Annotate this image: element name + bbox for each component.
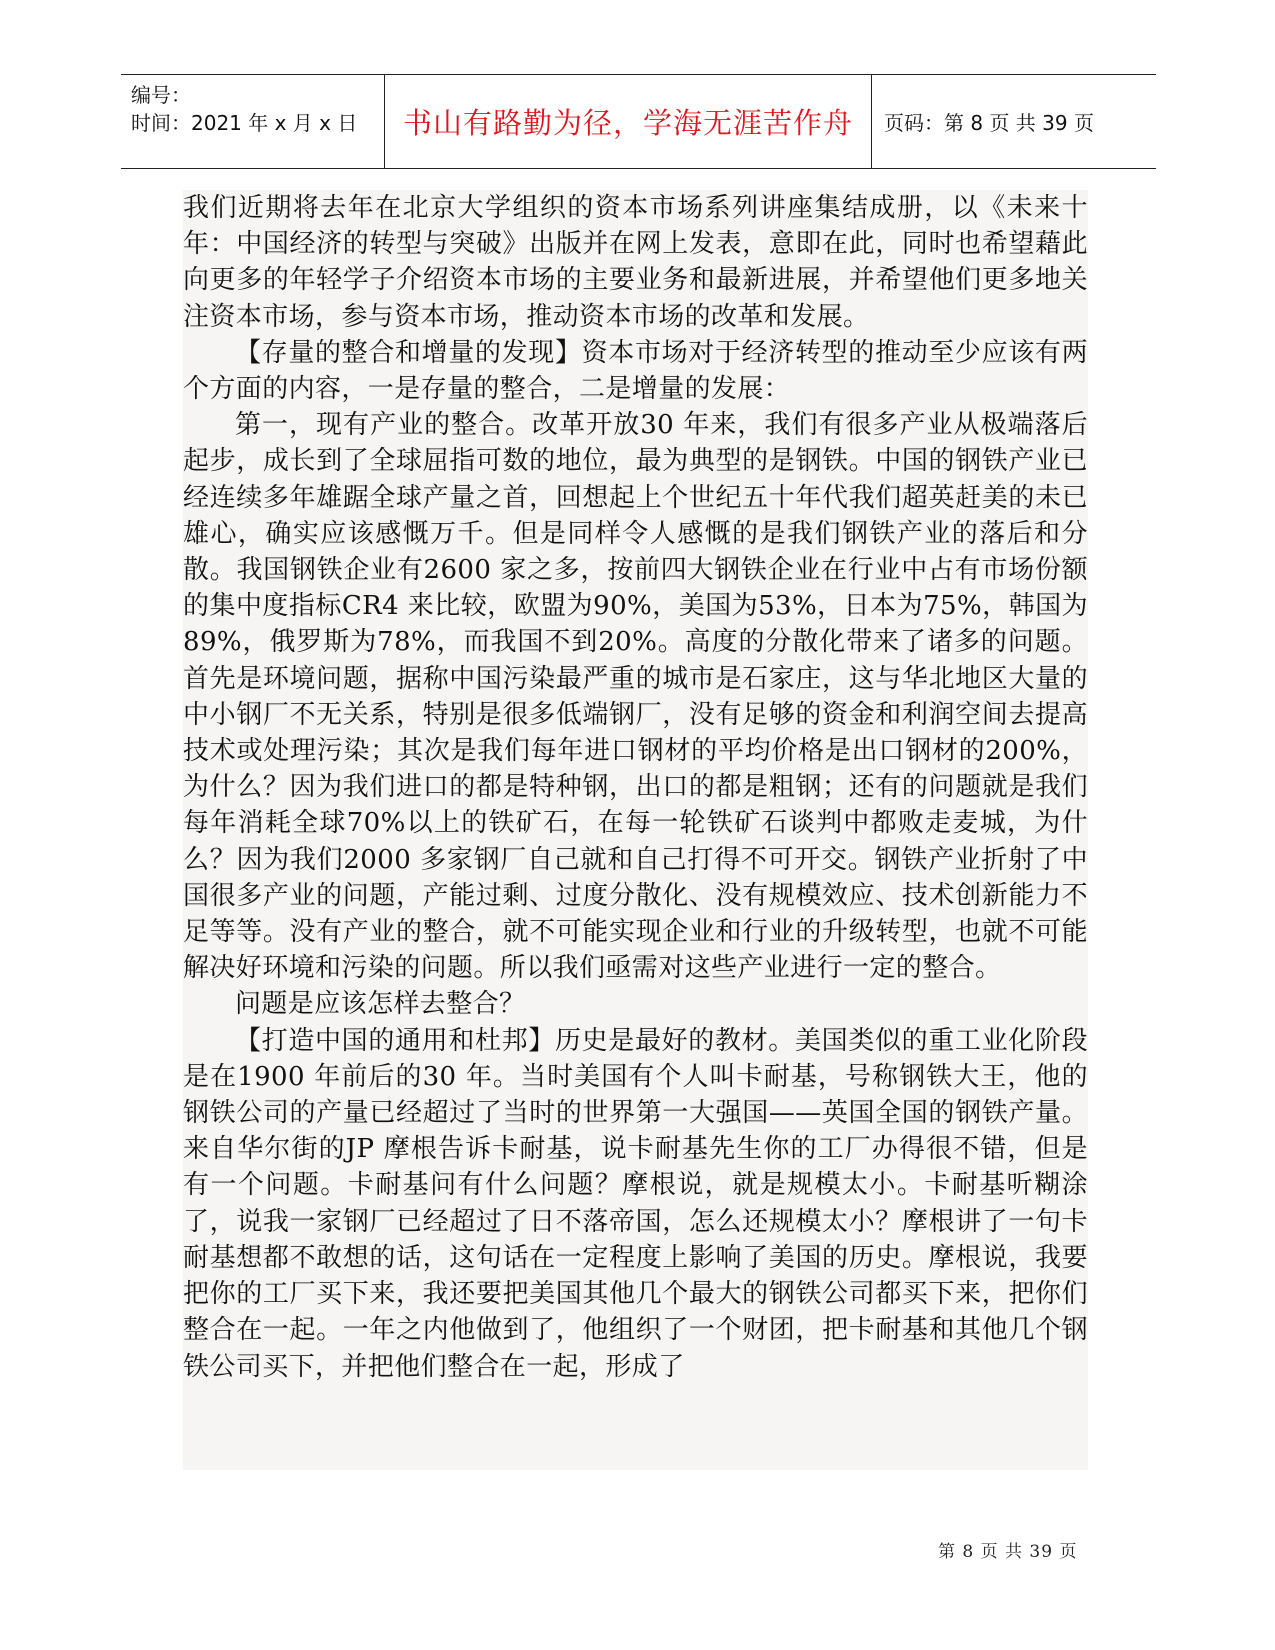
paragraph-industry-consolidation: 第一，现有产业的整合。改革开放30 年来，我们有很多产业从极端落后起步，成长到了全球屈指可数的地位，最为典型的是钢铁。中国的钢铁产业已经连续多年雄踞全球产量之首，回想起上个世纪五十年代我们超英赶美的未已雄心，确实应该感慨万千。但是同样令人感慨的是我们钢铁产业的落后和分散。我国钢铁企业有2600 家之多，按前四大钢铁企业在行业中占有市场份额的集中度指标CR4 来比较，欧盟为90%，美国为53%，日本为75%，韩国为89%，俄罗斯为78%，而我国不到20%。高度的分散化带来了诸多的问题。首先是环境问题，据称中国污染最严重的城市是石家庄，这与华北地区大量的中小钢厂不无关系，特别是很多低端钢厂，没有足够的资金和利润空间去提高技术或处理污染；其次是我们每年进口钢材的平均价格是出口钢材的200%，为什么？因为我们进口的都是特种钢，出口的都是粗钢；还有的问题就是我们每年消耗全球70%以上的铁矿石，在每一轮铁矿石谈判中都败走麦城，为什么？因为我们2000 多家钢厂自己就和自己打得不可开交。钢铁产业折射了中国很多产业的问题，产能过剩、过度分散化、没有规模效应、技术创新能力不足等等。没有产业的整合，就不可能实现企业和行业的升级转型，也就不可能解决好环境和污染的问题。所以我们亟需对这些产业进行一定的整合。	[183, 410, 1088, 984]
document-number: 编号：	[131, 83, 191, 107]
header-page-cell	[872, 75, 1156, 168]
document-body	[183, 190, 1088, 1470]
page-header	[121, 74, 1156, 169]
header-motto: 书山有路勤为径，学海无涯苦作舟	[402, 106, 853, 140]
document-time: 时间：2021 年 x 月 x 日	[131, 111, 358, 135]
paragraph-stock-integration: 【存量的整合和增量的发现】资本市场对于经济转型的推动至少应该有两个方面的内容，一是存量的整合，二是增量的发展：	[183, 337, 1088, 405]
paragraph-intro: 我们近期将去年在北京大学组织的资本市场系列讲座集结成册，以《未来十年：中国经济的转型与突破》出版并在网上发表，意即在此，同时也希望藉此向更多的年轻学子介绍资本市场的主要业务和最新进展，并希望他们更多地关注资本市场，参与资本市场，推动资本市场的改革和发展。	[183, 193, 1088, 332]
page-footer: 第 8 页 共 39 页	[938, 1542, 1078, 1562]
paragraph-history: 【打造中国的通用和杜邦】历史是最好的教材。美国类似的重工业化阶段是在1900 年前后的30 年。当时美国有个人叫卡耐基，号称钢铁大王，他的钢铁公司的产量已经超过了当时的世界第一大强国——英国全国的钢铁产量。来自华尔街的JP 摩根告诉卡耐基，说卡耐基先生你的工厂办得很不错，但是有一个问题。卡耐基问有什么问题？摩根说，就是规模太小。卡耐基听糊涂了，说我一家钢厂已经超过了日不落帝国，怎么还规模太小？摩根讲了一句卡耐基想都不敢想的话，这句话在一定程度上影响了美国的历史。摩根说，我要把你的工厂买下来，我还要把美国其他几个最大的钢铁公司都买下来，把你们整合在一起。一年之内他做到了，他组织了一个财团，把卡耐基和其他几个钢铁公司买下，并把他们整合在一起，形成了	[183, 1025, 1088, 1382]
header-page-number: 页码：第 8 页 共 39 页	[884, 111, 1094, 135]
header-meta	[121, 75, 385, 168]
paragraph-question: 问题是应该怎样去整合？	[235, 989, 526, 1020]
header-motto-cell	[385, 75, 872, 168]
